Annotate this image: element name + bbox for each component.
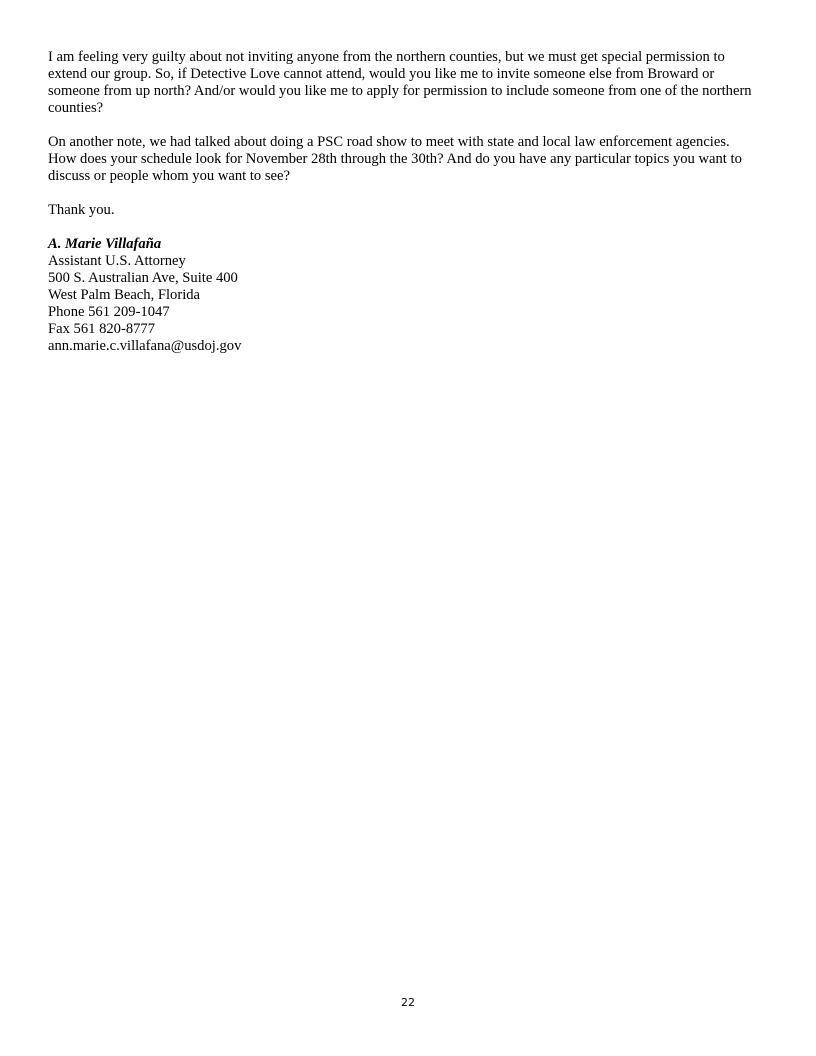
text-line: extend our group. So, if Detective Love cannot attend, would you like me to invite someone else from Broward or [48,66,715,82]
signature-block [48,236,778,355]
paragraph-road-show [48,134,778,185]
signature-fax: Fax 561 820-8777 [48,321,156,337]
closing-line: Thank you. [48,202,115,218]
page-number: 22 [401,996,415,1009]
signature-phone: Phone 561 209-1047 [48,304,170,320]
text-line: On another note, we had talked about doing a PSC road show to meet with state and local law enforcement agencies. [48,134,730,150]
signature-address-street: 500 S. Australian Ave, Suite 400 [48,270,238,286]
signature-email: ann.marie.c.villafana@usdoj.gov [48,338,242,354]
signature-address-city: West Palm Beach, Florida [48,287,201,303]
text-line: I am feeling very guilty about not inviting anyone from the northern counties, but we must get special permission to [48,49,725,65]
email-body [48,49,778,355]
signature-title: Assistant U.S. Attorney [48,253,186,269]
text-line: discuss or people whom you want to see? [48,168,290,184]
text-line: someone from up north? And/or would you like me to apply for permission to include someone from one of the northern [48,83,752,99]
text-line: How does your schedule look for November 28th through the 30th? And do you have any particular topics you want to [48,151,742,167]
text-line: counties? [48,100,104,116]
paragraph-northern-counties [48,49,778,117]
signature-name: A. Marie Villafaña [48,236,162,252]
